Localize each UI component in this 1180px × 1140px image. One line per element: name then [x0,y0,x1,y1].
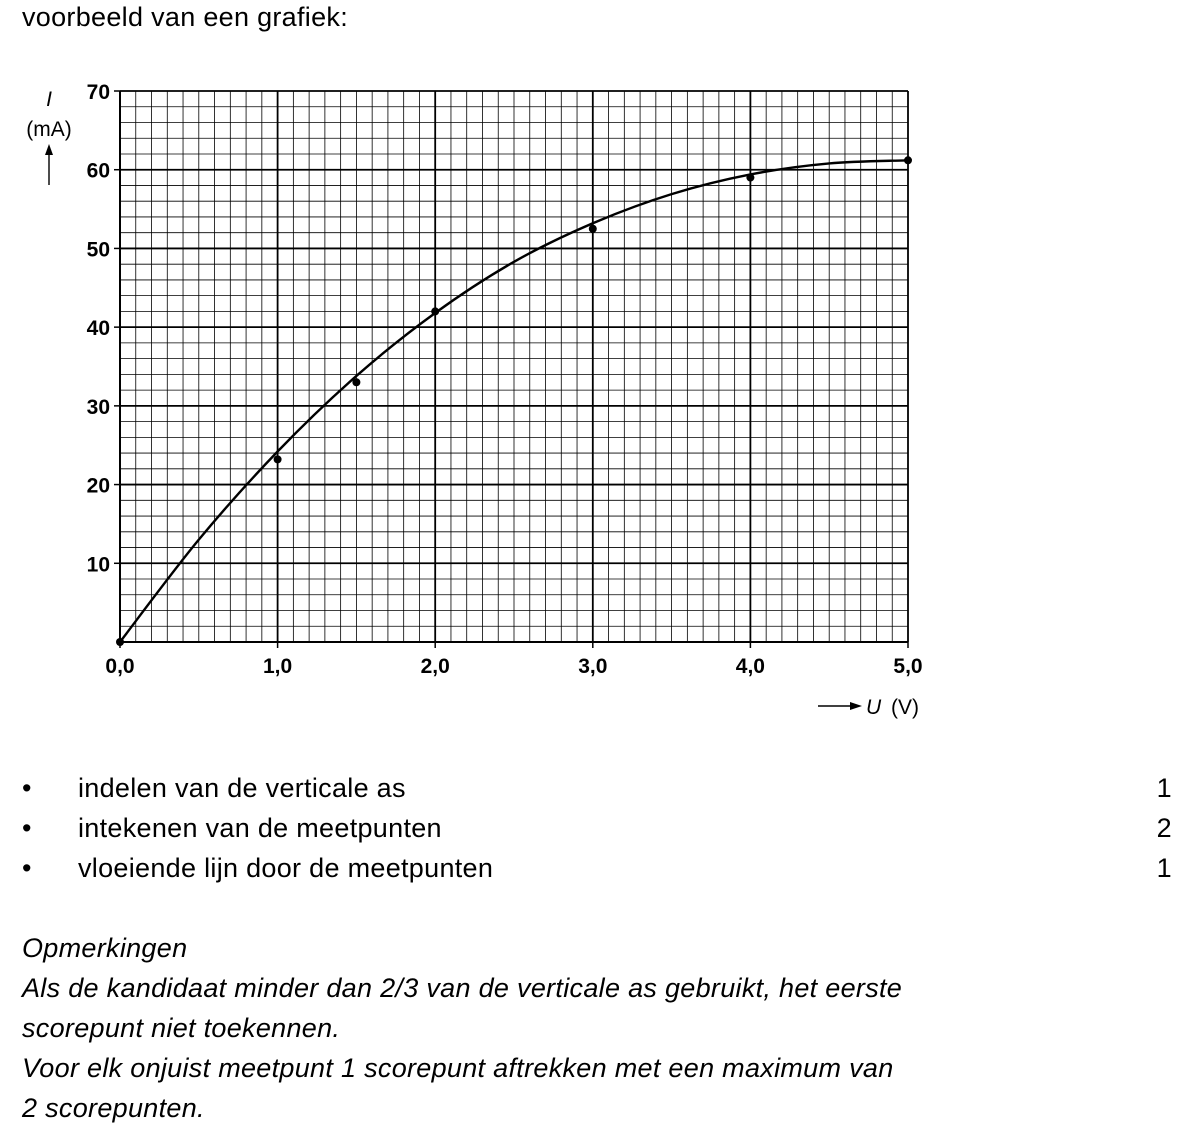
y-axis-symbol: I [46,88,52,111]
chart-grid [120,91,908,642]
intro-text: voorbeeld van een grafiek: [22,2,349,32]
data-point [431,307,439,315]
criterion-row [22,768,1172,808]
data-point [904,156,912,164]
criterion-points: 1 [1156,773,1172,803]
criterion-points: 2 [1156,813,1172,843]
remarks-section [22,928,1162,1128]
bullet: • [22,773,32,803]
remarks-title: Opmerkingen [22,933,188,963]
y-tick-label: 20 [86,474,110,498]
x-tick-label: 2,0 [420,655,450,678]
criterion-text: vloeiende lijn door de meetpunten [78,853,494,883]
chart-axes [114,91,908,648]
criterion-row [22,848,1172,888]
x-axis-unit: (V) [891,696,919,719]
data-point [589,225,597,233]
x-tick-label: 0,0 [105,655,135,678]
chart-labels [26,81,922,719]
y-tick-label: 30 [86,395,110,419]
bullet: • [22,813,32,843]
y-tick-label: 50 [86,238,110,262]
criterion-row [22,808,1172,848]
scoring-criteria [22,768,1172,888]
remark-line: 2 scorepunten. [22,1093,205,1123]
up-arrow-icon [45,144,53,155]
right-arrow-icon [850,702,862,710]
x-axis-symbol: U [866,696,882,719]
remark-line: scorepunt niet toekennen. [22,1013,341,1043]
remark-line: Als de kandidaat minder dan 2/3 van de verticale as gebruikt, het eerste [22,973,903,1003]
x-tick-label: 5,0 [893,655,923,678]
current-voltage-chart [0,60,960,740]
y-tick-label: 10 [86,553,110,577]
x-tick-label: 4,0 [735,655,766,678]
y-tick-label: 40 [86,317,110,341]
data-point [746,174,754,182]
criterion-text: intekenen van de meetpunten [78,813,442,843]
y-tick-label: 60 [86,159,110,183]
x-tick-label: 3,0 [578,655,608,678]
y-axis-unit: (mA) [26,118,72,141]
data-point [116,638,124,646]
x-tick-label: 1,0 [262,655,293,678]
data-point [274,455,282,463]
bullet: • [22,853,32,883]
data-point [352,378,360,386]
criterion-text: indelen van de verticale as [78,773,406,803]
remark-line: Voor elk onjuist meetpunt 1 scorepunt aftrekken met een maximum van [22,1053,894,1083]
y-tick-label: 70 [86,81,110,104]
criterion-points: 1 [1156,853,1172,883]
